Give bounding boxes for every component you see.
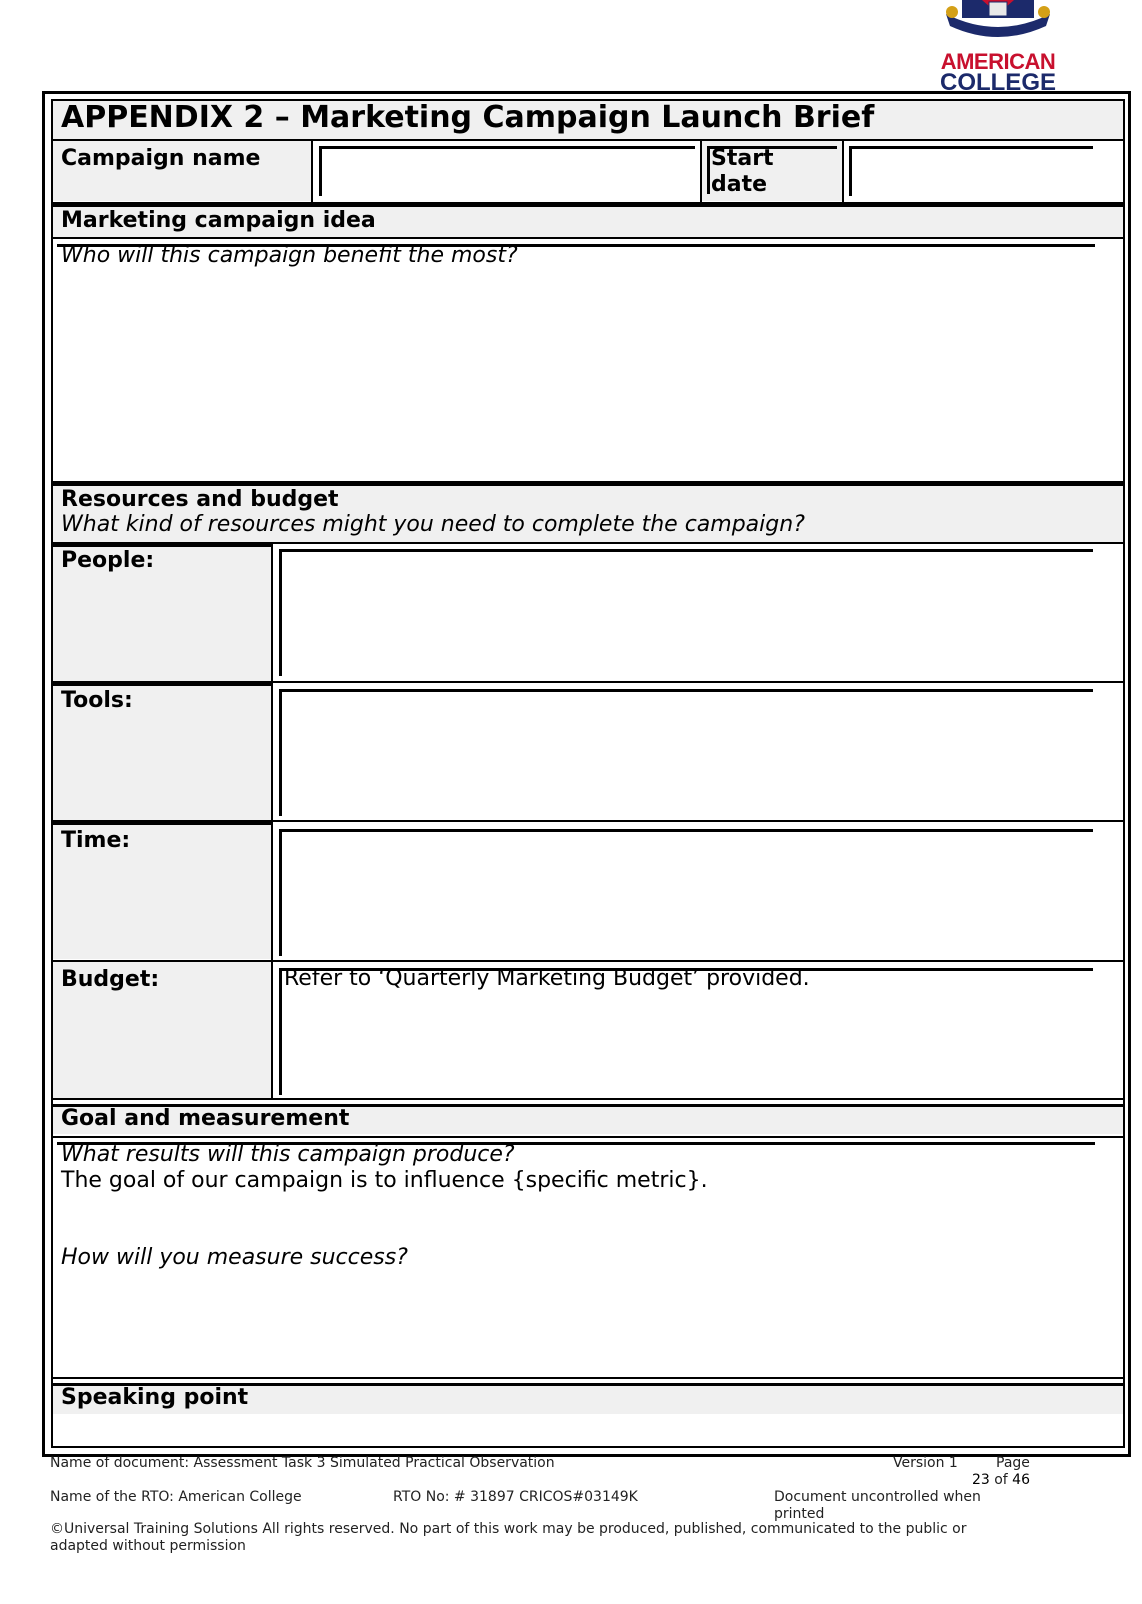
footer-version: Version 1: [893, 1455, 958, 1471]
footer-page-current: 23: [971, 1472, 990, 1488]
idea-heading: Marketing campaign idea: [61, 208, 376, 233]
campaign-name-input[interactable]: [319, 146, 695, 196]
footer-page-total: 46: [1012, 1472, 1030, 1488]
people-label: People:: [61, 548, 155, 573]
college-logo: [936, 0, 1060, 92]
crest-icon: [942, 0, 1054, 40]
footer-rto-name: Name of the RTO: American College: [50, 1489, 302, 1505]
footer-doc-name: Name of document: Assessment Task 3 Simulated Practical Observation: [50, 1455, 555, 1471]
tools-input[interactable]: [279, 689, 1093, 816]
budget-label: Budget:: [61, 967, 160, 992]
campaign-name-label: Campaign name: [61, 146, 261, 171]
footer-page-number: [930, 1472, 1030, 1489]
footer-uncontrolled: Document uncontrolled when printed: [774, 1489, 981, 1522]
footer-rto-number: RTO No: # 31897 CRICOS#03149K: [393, 1489, 638, 1505]
start-date-label: Start date: [711, 146, 774, 197]
footer-copyright: ©Universal Training Solutions All rights reserved. No part of this work may be produced, published, communicated to the public or adapted without permission: [50, 1521, 967, 1554]
measure-prompt: How will you measure success?: [61, 1245, 408, 1270]
page-title: APPENDIX 2 – Marketing Campaign Launch Brief: [61, 100, 875, 135]
tools-label: Tools:: [61, 688, 133, 713]
resources-prompt: What kind of resources might you need to complete the campaign?: [61, 512, 805, 537]
idea-answer-area[interactable]: [57, 244, 1095, 480]
goal-heading: Goal and measurement: [61, 1106, 350, 1131]
start-date-label-border: [707, 146, 837, 194]
speaking-point-heading: Speaking point: [61, 1385, 249, 1410]
resources-heading: Resources and budget: [61, 487, 339, 512]
time-input[interactable]: [279, 829, 1093, 956]
goal-prompt: What results will this campaign produce?: [61, 1142, 515, 1167]
budget-value: Refer to ‘Quarterly Marketing Budget’ provided.: [284, 966, 810, 991]
people-input[interactable]: [279, 549, 1093, 676]
footer-page-word: Page: [996, 1455, 1030, 1471]
start-date-input[interactable]: [849, 146, 1093, 196]
footer-page-of: of: [994, 1472, 1008, 1488]
goal-statement: The goal of our campaign is to influence {specific metric}.: [61, 1168, 708, 1193]
idea-prompt: Who will this campaign benefit the most?: [61, 243, 518, 268]
logo-word-american: AMERICAN: [940, 49, 1056, 74]
logo-word-college: COLLEGE: [939, 70, 1056, 92]
time-label: Time:: [61, 828, 131, 853]
